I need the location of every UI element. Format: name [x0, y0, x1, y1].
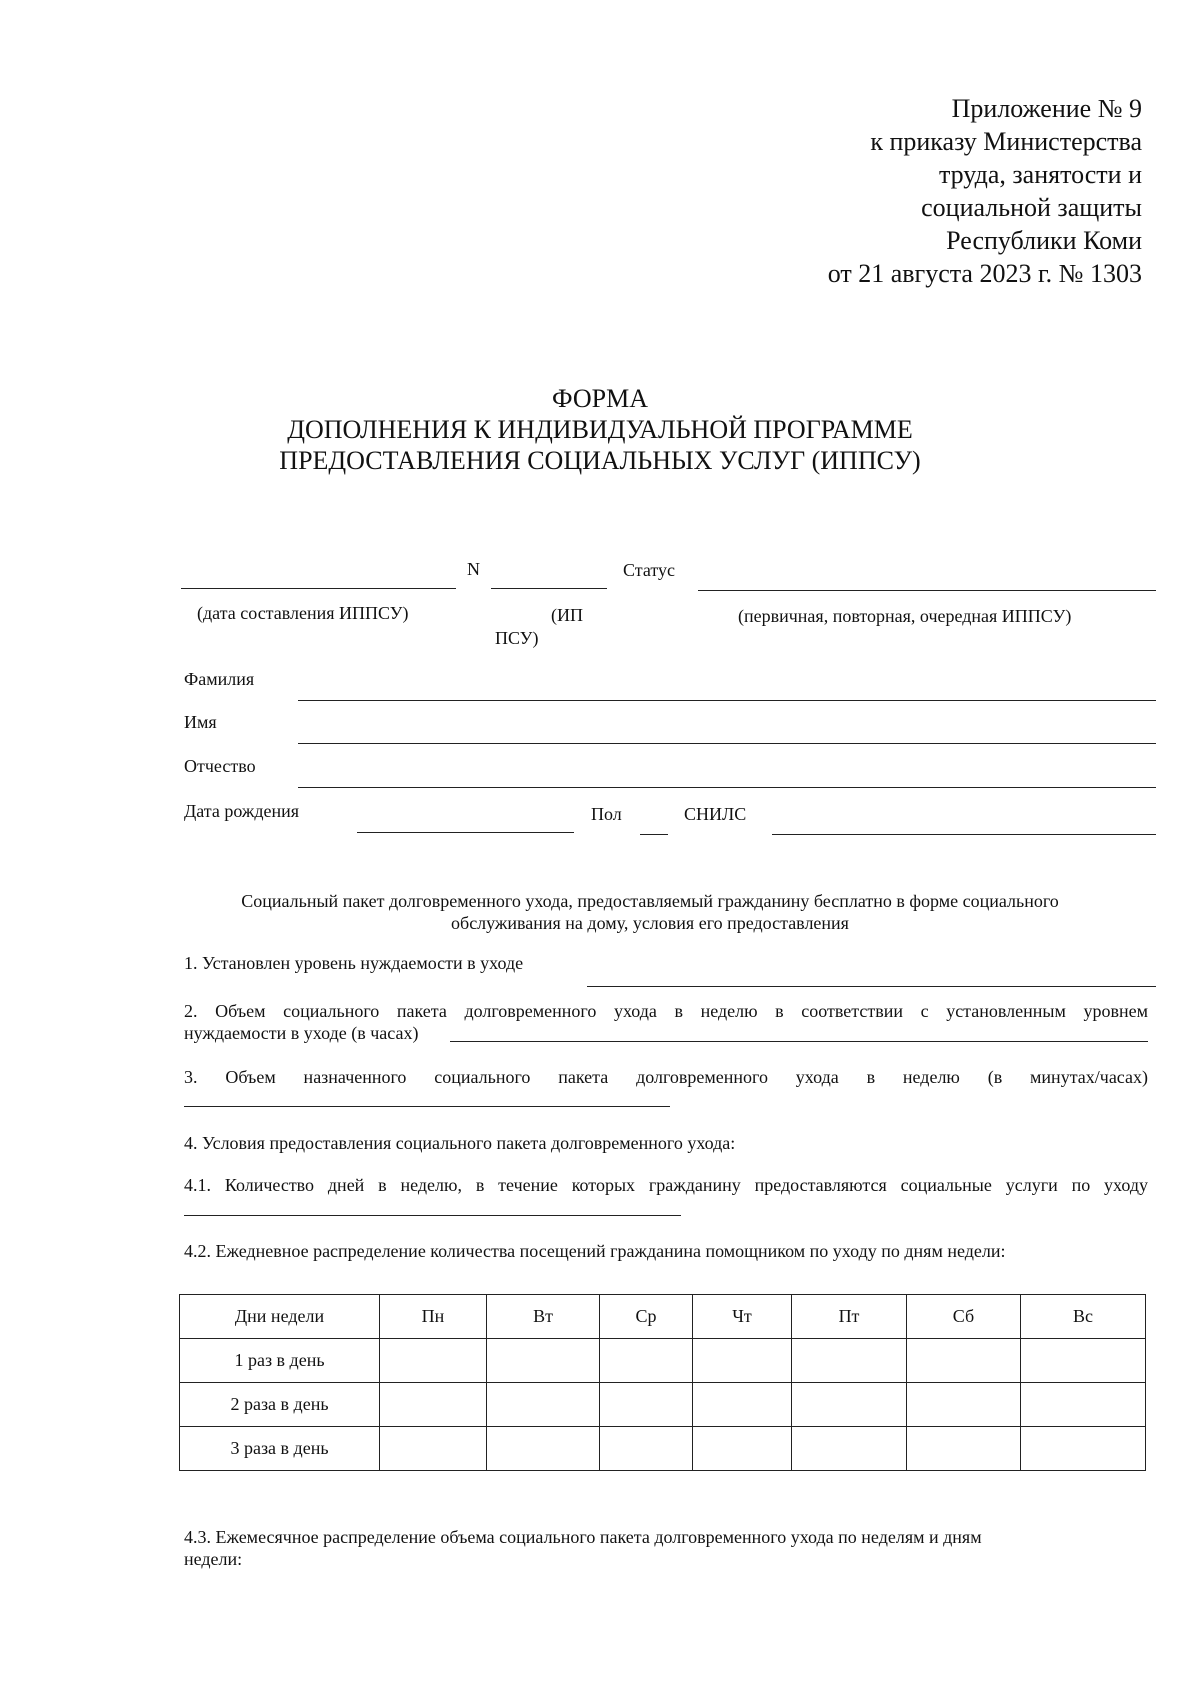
table-cell[interactable] [1021, 1427, 1146, 1471]
birthdate-field[interactable] [357, 832, 574, 833]
item-2-line-2: нуждаемости в уходе (в часах) [184, 1023, 419, 1043]
weekly-hours-field[interactable] [450, 1041, 1148, 1042]
snils-label: СНИЛС [684, 804, 747, 824]
appendix-line: от 21 августа 2023 г. № 1303 [827, 259, 1142, 288]
table-cell[interactable] [907, 1383, 1021, 1427]
item-4-3-line-2: недели: [184, 1549, 243, 1569]
item-4-3 [184, 1526, 1148, 1570]
status-caption: (первичная, повторная, очередная ИППСУ) [738, 606, 1072, 626]
date-field[interactable] [181, 588, 456, 589]
appendix-line: к приказу Министерства [870, 127, 1142, 156]
title-line-3: ПРЕДОСТАВЛЕНИЯ СОЦИАЛЬНЫХ УСЛУГ (ИППСУ) [279, 446, 921, 475]
table-header-cell: Пн [380, 1295, 487, 1339]
item-1-label: 1. Установлен уровень нуждаемости в уходе [184, 953, 524, 973]
table-header-cell: Сб [907, 1295, 1021, 1339]
table-cell[interactable] [693, 1339, 792, 1383]
table-cell[interactable] [907, 1339, 1021, 1383]
table-header-cell: Пт [792, 1295, 907, 1339]
row-label: 3 раза в день [180, 1427, 380, 1471]
table-cell[interactable] [693, 1427, 792, 1471]
days-per-week-field[interactable] [184, 1215, 681, 1216]
weekly-visits-table [179, 1294, 1146, 1471]
item-4-1-label: 4.1. Количество дней в неделю, в течение которых гражданину предоставляются социальные услуги по уходу [184, 1175, 1148, 1195]
surname-field[interactable] [298, 700, 1156, 701]
title-line-2: ДОПОЛНЕНИЯ К ИНДИВИДУАЛЬНОЙ ПРОГРАММЕ [287, 415, 913, 444]
name-field[interactable] [298, 743, 1156, 744]
section-heading-line-1: Социальный пакет долговременного ухода, предоставляемый гражданину бесплатно в форме социального [241, 891, 1059, 911]
table-row [180, 1383, 1146, 1427]
table-cell[interactable] [600, 1339, 693, 1383]
assigned-volume-field[interactable] [184, 1106, 670, 1107]
table-cell[interactable] [693, 1383, 792, 1427]
form-title [0, 383, 1200, 476]
sex-label: Пол [591, 804, 622, 824]
sex-field[interactable] [640, 834, 668, 835]
appendix-line: Приложение № 9 [951, 94, 1142, 123]
table-cell[interactable] [792, 1427, 907, 1471]
name-label: Имя [184, 712, 217, 732]
status-label: Статус [623, 560, 675, 580]
item-4-label: 4. Условия предоставления социального пакета долговременного ухода: [184, 1133, 736, 1153]
need-level-field[interactable] [587, 986, 1156, 987]
row-label: 1 раз в день [180, 1339, 380, 1383]
row-label: 2 раза в день [180, 1383, 380, 1427]
table-cell[interactable] [380, 1339, 487, 1383]
snils-field[interactable] [772, 834, 1156, 835]
table-cell[interactable] [487, 1339, 600, 1383]
table-cell[interactable] [907, 1427, 1021, 1471]
table-header-cell: Чт [693, 1295, 792, 1339]
date-caption: (дата составления ИППСУ) [197, 603, 409, 623]
appendix-line: Республики Коми [946, 226, 1142, 255]
item-3-line-1: 3. Объем назначенного социального пакета долговременного ухода в неделю (в минутах/часах) [184, 1067, 1148, 1087]
status-field[interactable] [698, 590, 1156, 591]
table-cell[interactable] [600, 1427, 693, 1471]
patronymic-field[interactable] [298, 787, 1156, 788]
table-header-cell: Вт [487, 1295, 600, 1339]
number-label: N [467, 559, 480, 579]
appendix-header [682, 92, 1142, 290]
table-header-row [180, 1295, 1146, 1339]
birthdate-label: Дата рождения [184, 801, 300, 821]
table-cell[interactable] [487, 1427, 600, 1471]
table-cell[interactable] [380, 1427, 487, 1471]
section-heading [150, 890, 1150, 934]
table-cell[interactable] [1021, 1383, 1146, 1427]
table-cell[interactable] [380, 1383, 487, 1427]
table-cell[interactable] [487, 1383, 600, 1427]
appendix-line: социальной защиты [921, 193, 1142, 222]
table-row [180, 1427, 1146, 1471]
number-field[interactable] [491, 588, 607, 589]
table-cell[interactable] [600, 1383, 693, 1427]
table-cell[interactable] [792, 1339, 907, 1383]
title-line-1: ФОРМА [552, 384, 648, 413]
ippsu-caption-1: (ИП [551, 605, 583, 625]
patronymic-label: Отчество [184, 756, 256, 776]
table-header-cell: Вс [1021, 1295, 1146, 1339]
table-header-cell: Дни недели [180, 1295, 380, 1339]
item-4-2-label: 4.2. Ежедневное распределение количества посещений гражданина помощником по уходу по дням недели: [184, 1241, 1006, 1261]
item-2-line-1: 2. Объем социального пакета долговременного ухода в неделю в соответствии с установленным уровнем [184, 1001, 1148, 1021]
table-row [180, 1339, 1146, 1383]
ippsu-caption-2: ПСУ) [495, 628, 539, 648]
appendix-line: труда, занятости и [938, 160, 1142, 189]
table-cell[interactable] [792, 1383, 907, 1427]
table-cell[interactable] [1021, 1339, 1146, 1383]
table-header-cell: Ср [600, 1295, 693, 1339]
item-4-3-line-1: 4.3. Ежемесячное распределение объема социального пакета долговременного ухода по неделям и дням [184, 1527, 982, 1547]
section-heading-line-2: обслуживания на дому, условия его предоставления [451, 913, 849, 933]
surname-label: Фамилия [184, 669, 255, 689]
